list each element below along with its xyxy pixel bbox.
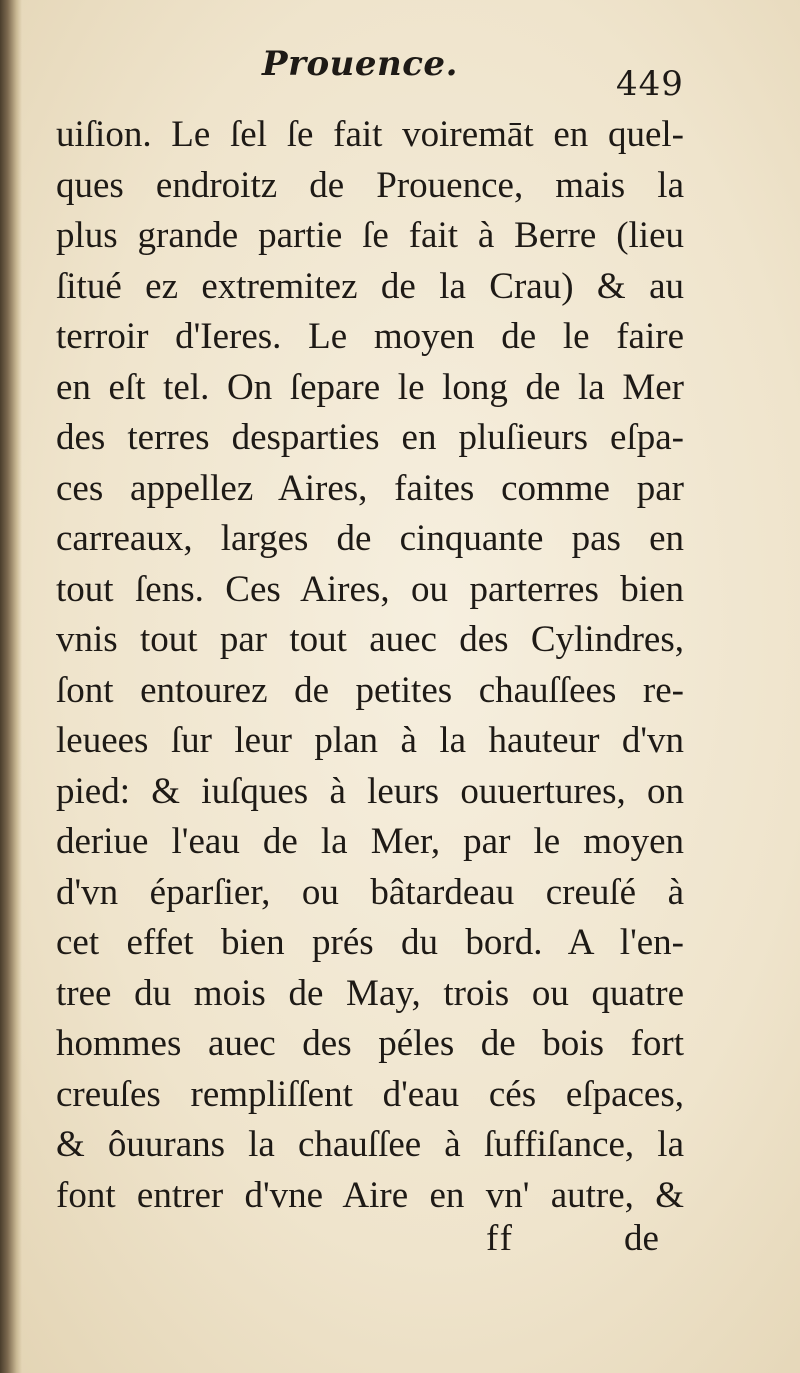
text-line: & ôuurans la chauſſee à ſuffiſance, la bbox=[56, 1124, 684, 1165]
running-head: Prouence. bbox=[262, 44, 458, 84]
text-line: creuſes rempliſſent d'eau cés eſpaces, bbox=[56, 1073, 684, 1115]
text-line: ces appellez Aires, faites comme par bbox=[56, 467, 684, 509]
text-line: tout ſens. Ces Aires, ou parterres bien bbox=[56, 568, 684, 610]
text-line: vnis tout par tout auec des Cylindres, bbox=[56, 619, 684, 660]
text-line: ques endroitz de Prouence, mais la bbox=[56, 164, 684, 206]
catchword: de bbox=[624, 1218, 659, 1259]
binding-gutter bbox=[0, 0, 22, 1373]
text-line: deriue l'eau de la Mer, par le moyen bbox=[56, 821, 684, 862]
text-line: tree du mois de May, trois ou quatre bbox=[56, 972, 684, 1014]
text-line: hommes auec des péles de bois fort bbox=[56, 1023, 684, 1064]
text-line: d'vn éparſier, ou bâtardeau creuſé à bbox=[56, 871, 684, 913]
page-header bbox=[0, 40, 800, 104]
text-line: leuees ſur leur plan à la hauteur d'vn bbox=[56, 720, 684, 761]
text-line: en eſt tel. On ſepare le long de la Mer bbox=[56, 366, 684, 408]
page-footer bbox=[0, 1217, 800, 1271]
body-text bbox=[56, 110, 684, 1221]
text-line: ſont entourez de petites chauſſees re- bbox=[56, 669, 684, 711]
text-line: pied: & iuſques à leurs ouuertures, on bbox=[56, 770, 684, 812]
text-line: des terres desparties en pluſieurs eſpa- bbox=[56, 417, 684, 458]
text-line: terroir d'Ieres. Le moyen de le faire bbox=[56, 316, 684, 357]
text-line: cet effet bien prés du bord. A l'en- bbox=[56, 922, 684, 963]
text-line: ſitué ez extremitez de la Crau) & au bbox=[56, 265, 684, 307]
text-line: plus grande partie ſe fait à Berre (lieu bbox=[56, 215, 684, 256]
signature-mark: ff bbox=[486, 1218, 514, 1259]
page-number: 449 bbox=[616, 64, 684, 104]
text-line: carreaux, larges de cinquante pas en bbox=[56, 518, 684, 559]
text-line: uiſion. Le ſel ſe fait voiremāt en quel- bbox=[56, 114, 684, 155]
text-line: font entrer d'vne Aire en vn' autre, & bbox=[56, 1174, 684, 1216]
